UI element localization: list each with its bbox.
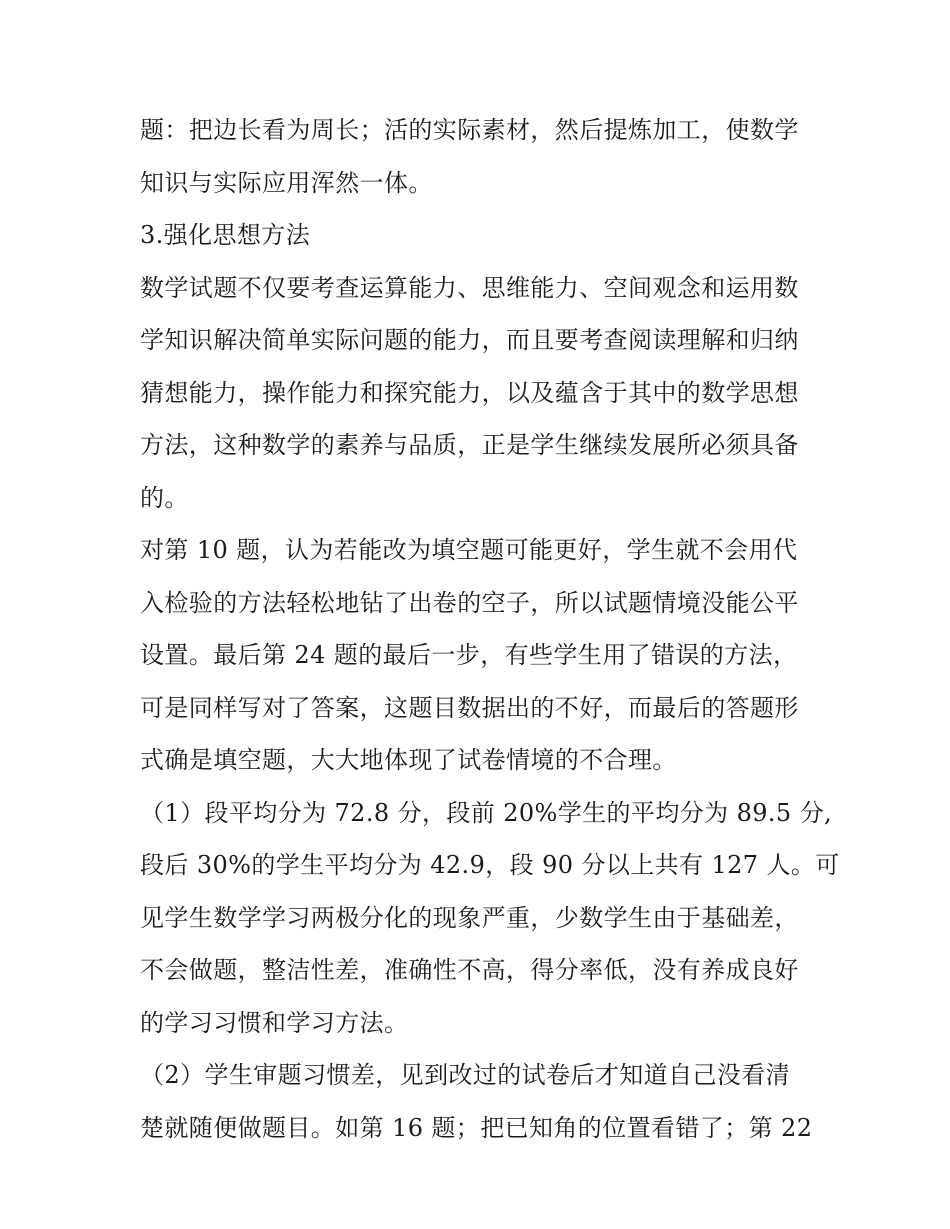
text-line: 入检验的方法轻松地钻了出卷的空子，所以试题情境没能公平 (140, 588, 799, 617)
text-line: 数学试题不仅要考查运算能力、思维能力、空间观念和运用数 (140, 273, 799, 302)
text-line: 猜想能力，操作能力和探究能力，以及蕴含于其中的数学思想 (140, 378, 799, 407)
text-line: 不会做题，整洁性差，准确性不高，得分率低，没有养成良好 (140, 956, 799, 984)
text-line: 方法，这种数学的素养与品质，正是学生继续发展所必须具备 (140, 431, 799, 459)
text-line: 的学习习惯和学习方法。 (140, 1008, 409, 1037)
text-line: （1）段平均分为 72.8 分，段前 20%学生的平均分为 89.5 分, (140, 798, 833, 827)
text-line: 设置。最后第 24 题的最后一步，有些学生用了错误的方法， (140, 641, 798, 669)
section-heading: 3.强化思想方法 (140, 221, 311, 249)
text-line: 式确是填空题，大大地体现了试卷情境的不合理。 (140, 746, 677, 774)
text-line: 楚就随便做题目。如第 16 题；把已知角的位置看错了；第 22 (140, 1113, 813, 1142)
text-line: 学知识解决简单实际问题的能力，而且要考查阅读理解和归纳 (140, 326, 799, 354)
text-line: （2）学生审题习惯差，见到改过的试卷后才知道自己没看清 (140, 1061, 791, 1089)
document-body (140, 104, 840, 1154)
text-line: 对第 10 题，认为若能改为填空题可能更好，学生就不会用代 (140, 536, 798, 564)
text-line: 的。 (140, 483, 189, 512)
text-line: 题：把边长看为周长；活的实际素材，然后提炼加工，使数学 (140, 116, 799, 144)
text-line: 知识与实际应用浑然一体。 (140, 168, 433, 197)
text-line: 见学生数学学习两极分化的现象严重，少数学生由于基础差， (140, 903, 799, 932)
text-line: 可是同样写对了答案，这题目数据出的不好，而最后的答题形 (140, 693, 799, 722)
text-line: 段后 30%的学生平均分为 42.9，段 90 分以上共有 127 人。可 (140, 851, 840, 879)
